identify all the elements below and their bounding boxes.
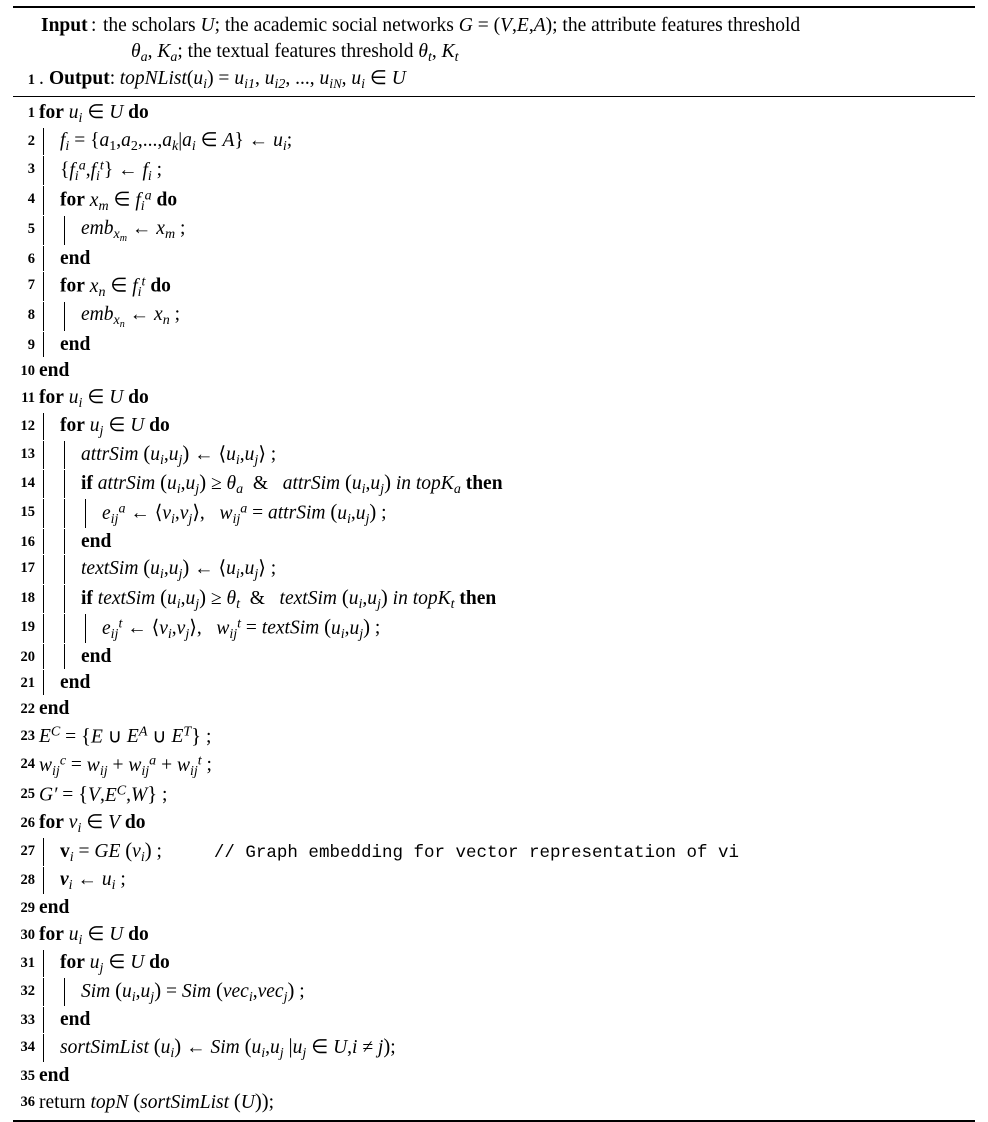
output-label: Output (49, 68, 110, 90)
line-number: 11 (21, 389, 35, 406)
line-number: 34 (20, 1038, 35, 1055)
line-code: textSim $(u_i,u_j)$ ← $⟨u_i,u_j⟩$ ; (39, 554, 975, 583)
line-code: for $u_i$ ∈ U do (39, 101, 149, 126)
code-line (13, 669, 975, 695)
code-line (13, 528, 975, 554)
io-header (13, 8, 975, 96)
line-code: $G' = \{V,E^C,W\}$ ; (39, 782, 168, 806)
line-number: 14 (20, 475, 35, 492)
inline-comment: // Graph embedding for vector representation of vi (213, 843, 740, 863)
code-line (13, 1006, 975, 1032)
code-line (13, 331, 975, 357)
code-line (13, 977, 975, 1006)
line-code: end (39, 360, 70, 382)
line-number: 21 (20, 675, 35, 692)
line-code: attrSim $(u_i,u_j)$ ← $⟨u_i,u_j⟩$ ; (39, 440, 975, 469)
line-number: 20 (20, 648, 35, 665)
code-line (13, 440, 975, 469)
line-number: 33 (20, 1012, 35, 1029)
code-line (13, 271, 975, 301)
line-code: end (39, 1064, 70, 1086)
line-code: $e_{ij}^t$ ← $⟨v_i,v_j⟩$, $w_{ij}^t$ = textSim $(u_i,u_j)$ ; (39, 613, 975, 643)
code-line (13, 554, 975, 583)
line-number: 25 (20, 786, 35, 803)
line-code: for $u_i$ ∈ U do (39, 386, 149, 411)
line-number: 16 (20, 534, 35, 551)
algorithm-lines (13, 97, 975, 1120)
code-line (13, 1033, 975, 1062)
line-number: 29 (20, 900, 35, 917)
line-number: 31 (20, 954, 35, 971)
line-code: for $u_i$ ∈ U do (39, 923, 149, 948)
line-code: for $u_j$ ∈ U do (39, 412, 975, 440)
input-row (13, 13, 975, 39)
line-number: 6 (27, 250, 35, 267)
output-text: $topNList(u_i) = u_{i1}$, $u_{i2}$, ..., $u_{iN}$, $u_i$ ∈ U (119, 68, 406, 93)
code-line (13, 809, 975, 837)
output-line-number: 1 (27, 72, 35, 89)
line-number: 36 (20, 1094, 35, 1111)
line-number: 32 (20, 983, 35, 1000)
line-number: 5 (27, 220, 35, 237)
code-line (13, 613, 975, 643)
code-line (13, 469, 975, 498)
line-code: $E^C = \{E$ ∪ $E^A$ ∪ $E^T$} ; (39, 723, 212, 748)
line-number: 22 (20, 701, 35, 718)
line-number: 7 (27, 277, 35, 294)
code-line (13, 357, 975, 383)
line-number: 3 (27, 160, 35, 177)
algorithm-block (13, 6, 975, 1122)
line-number: 17 (20, 560, 35, 577)
code-line (13, 127, 975, 155)
input-text-line2: $\theta_a$, $K_a$; the textual features threshold $\theta_t$, $K_t$ (131, 40, 459, 65)
line-code: $\{f_i^a,f_i^t\}$ ← $f_i$ ; (39, 155, 975, 185)
code-line (13, 301, 975, 331)
code-line (13, 1088, 975, 1116)
code-line (13, 498, 975, 528)
line-code: end (39, 669, 975, 695)
output-row (13, 66, 975, 93)
line-code: end (39, 897, 70, 919)
code-line (13, 412, 975, 440)
line-number: 26 (20, 814, 35, 831)
line-code: $v_i$ = GE $(v_i)$ ; // Graph embedding for vector representation of vi (39, 837, 975, 866)
code-line (13, 215, 975, 245)
code-line (13, 384, 975, 412)
line-number: 24 (20, 756, 35, 773)
line-code: end (39, 643, 975, 669)
code-line (13, 750, 975, 780)
line-code: for $x_m$ ∈ $f_i^a$ do (39, 185, 975, 215)
line-code: for $u_j$ ∈ U do (39, 949, 975, 977)
line-number: 4 (27, 190, 35, 207)
line-code: emb$_{x_n}$ ← $x_n$ ; (39, 301, 975, 331)
code-line (13, 1062, 975, 1088)
line-code: emb$_{x_m}$ ← $x_m$ ; (39, 215, 975, 245)
line-code: return topN (sortSimList (U)); (39, 1091, 275, 1114)
line-code: end (39, 1006, 975, 1032)
line-number: 1 (27, 104, 35, 121)
line-code: $e_{ij}^a$ ← $⟨v_i,v_j⟩$, $w_{ij}^a$ = attrSim $(u_i,u_j)$ ; (39, 498, 975, 528)
code-line (13, 695, 975, 721)
input-text-line1: the scholars U; the academic social networks G = (V,E,A); the attribute features threshold (103, 15, 801, 36)
input-row-continued (13, 39, 975, 66)
line-number: 28 (20, 872, 35, 889)
code-line (13, 837, 975, 866)
input-label: Input (41, 15, 88, 36)
line-code: sortSimList $(u_i)$ ← Sim ($u_i,u_j$ $|u_j$ ∈ U,i ≠ j); (39, 1033, 975, 1062)
line-code: end (39, 331, 975, 357)
line-code: $w_{ij}^c = w_{ij} + w_{ij}^a + w_{ij}^t$ ; (39, 752, 212, 779)
line-number: 27 (20, 843, 35, 859)
line-number: 2 (27, 132, 35, 149)
line-code: if textSim $(u_i,u_j) \ge \theta_t$ & textSim $(u_i,u_j)$ in topK$_t$ then (39, 584, 975, 613)
line-number: 18 (20, 589, 35, 606)
code-line (13, 643, 975, 669)
line-number: 8 (27, 306, 35, 323)
line-code: for $x_n$ ∈ $f_i^t$ do (39, 271, 975, 301)
line-number: 30 (20, 926, 35, 943)
output-prefix: . (39, 68, 44, 90)
line-code: end (39, 528, 975, 554)
line-number: 13 (20, 445, 35, 462)
code-line (13, 921, 975, 949)
output-colon: : (109, 68, 116, 90)
line-code: if attrSim $(u_i,u_j) \ge \theta_a$ & attrSim $(u_i,u_j)$ in topK$_a$ then (39, 469, 975, 498)
line-code: end (39, 245, 975, 271)
line-number: 35 (20, 1067, 35, 1084)
line-number: 15 (20, 504, 35, 521)
line-code: $f_i = \{a_1,a_2,...,a_k|a_i$ ∈ A} ← $u_i$; (39, 127, 975, 155)
line-number: 19 (20, 618, 35, 635)
line-number: 10 (20, 363, 35, 380)
code-line (13, 722, 975, 751)
line-number: 23 (20, 727, 35, 744)
line-code: end (39, 698, 70, 720)
line-number: 12 (20, 417, 35, 434)
line-code: for $v_i$ ∈ V do (39, 811, 146, 836)
code-line (13, 155, 975, 185)
code-line (13, 894, 975, 920)
code-line (13, 866, 975, 894)
input-colon: : (91, 15, 97, 36)
line-code: $v_i$ ← $u_i$ ; (39, 866, 975, 894)
code-line (13, 245, 975, 271)
line-code: Sim $(u_i,u_j)$ = Sim (vec$_i$,vec$_j$) ; (39, 977, 975, 1006)
code-line (13, 949, 975, 977)
line-number: 9 (27, 336, 35, 353)
code-line (13, 99, 975, 127)
code-line (13, 780, 975, 809)
code-line (13, 584, 975, 613)
code-line (13, 185, 975, 215)
